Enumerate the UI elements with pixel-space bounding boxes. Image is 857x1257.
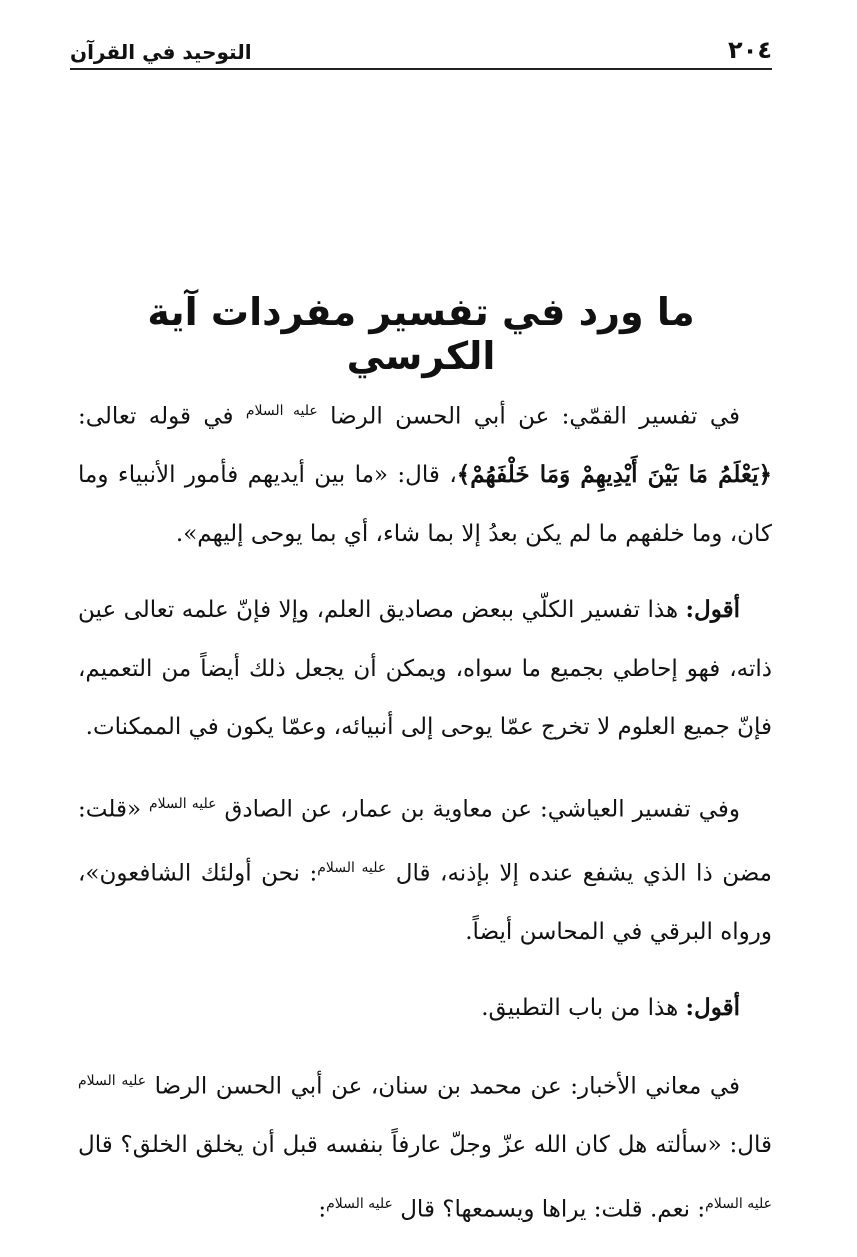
paragraph-tafsir-qummi	[78, 382, 772, 563]
honorific-glyph: عليه السلام	[245, 403, 318, 419]
text-span: في قوله تعالى:	[78, 403, 234, 430]
comment-lead: أقول:	[685, 596, 740, 624]
paragraph-tafsir-ayyashi	[78, 775, 772, 962]
text-span: في معاني الأخبار: عن محمد بن سنان، عن أبي الحسن الرضا	[154, 1073, 741, 1100]
paragraph-comment-2	[78, 979, 772, 1038]
honorific-glyph: عليه السلام	[705, 1195, 772, 1212]
page-header	[70, 28, 772, 70]
paragraph-comment-1	[78, 581, 772, 757]
body-text	[78, 382, 772, 1257]
chapter-title: ما ورد في تفسير مفردات آية الكرسي	[147, 290, 695, 378]
running-title: التوحيد في القرآن	[70, 40, 252, 64]
text-span: قال: «سألته هل كان الله عزّ وجلّ عارفاً بنفسه قبل أن يخلق الخلق؟ قال	[78, 1132, 772, 1159]
honorific-glyph: عليه السلام	[149, 795, 217, 812]
text-span: : نعم. قلت: يراها ويسمعها؟ قال	[400, 1196, 706, 1223]
text-span: وفي تفسير العياشي: عن معاوية بن عمار، عن الصادق	[224, 796, 741, 823]
text-span: هذا من باب التطبيق.	[481, 995, 679, 1022]
page-number: ٢٠٤	[728, 36, 772, 64]
honorific-glyph: عليه السلام	[317, 859, 387, 876]
text-span: «قلت: مضن ذا الذي يشفع عنده إلا بإذنه، قال	[78, 796, 772, 887]
honorific-glyph: عليه السلام	[78, 1072, 147, 1089]
quran-verse: ﴿يَعْلَمُ مَا بَيْنَ أَيْدِيهِمْ وَمَا خَلْفَهُمْ﴾	[456, 461, 772, 489]
text-span: : نحن أولئك الشافعون»، ورواه البرقي في المحاسن أيضاً.	[78, 860, 772, 945]
text-span: في تفسير القمّي: عن أبي الحسن الرضا	[330, 403, 740, 430]
text-span: :	[318, 1196, 327, 1223]
text-span: ، قال: «ما بين أيديهم فأمور الأنبياء وما كان، وما خلفهم ما لم يكن بعدُ إلا بما شاء، أي بما يوحى إليهم».	[78, 462, 772, 547]
honorific-glyph: عليه السلام	[326, 1195, 393, 1212]
paragraph-maani-akhbar	[78, 1052, 772, 1239]
comment-lead: أقول:	[685, 994, 740, 1022]
text-span: هذا تفسير الكلّي ببعض مصاديق العلم، وإلا فإنّ علمه تعالى عين ذاته، فهو إحاطي بجميع ما سواه، ويمكن أن يجعل ذلك أيضاً من التعميم، فإنّ جميع العلوم لا تخرج عمّا يوحى إلى أنبيائه، وعمّا يكون في الممكنات.	[78, 597, 772, 741]
